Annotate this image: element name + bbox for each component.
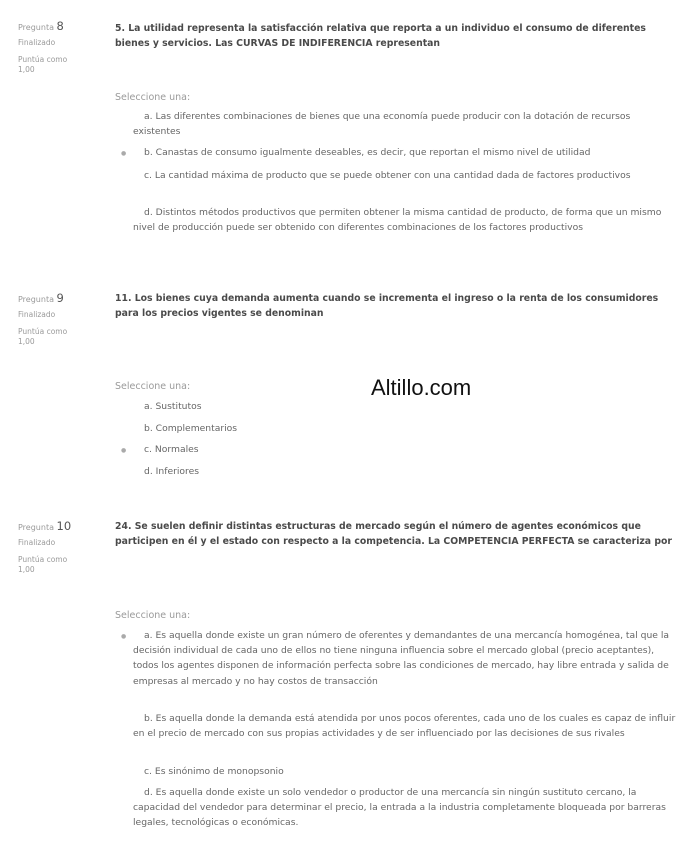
option-b[interactable]: b. Canastas de consumo igualmente deseables, es decir, que reportan el mismo nivel de utilidad [144,147,591,158]
selected-marker-icon: ● [121,447,127,454]
question-number: 8 [56,19,64,33]
question-info [18,290,98,347]
option-d[interactable]: d. Es aquella donde existe un solo vendedor o productor de una mercancía sin ningún sustituto cercano, la capacidad del vendedor para determinar el precio, la entrada a la industria completamente bloqueada por barreras legales, tecnológicas o económicas. [133,787,666,829]
question-info [18,18,98,75]
question-text: 5. La utilidad representa la satisfacción relativa que reporta a un individuo el consumo de diferentes bienes y servicios. Las CURVAS DE INDIFERENCIA representan [115,23,646,49]
question-label [18,18,98,35]
question-text: 11. Los bienes cuya demanda aumenta cuando se incrementa el ingreso o la renta de los consumidores para los precios vigentes se denominan [115,293,659,319]
selected-marker-icon: ● [121,150,127,157]
question-number: 10 [56,519,72,533]
question-state: Finalizado [18,38,56,48]
question-score: Puntúa como 1,00 [18,54,68,74]
question-state: Finalizado [18,310,56,320]
selected-marker-icon: ● [121,633,127,640]
question-label [18,518,98,535]
option-d[interactable]: d. Inferiores [144,466,200,477]
select-prompt: Seleccione una: [115,610,191,621]
question-label-text: Pregunta [18,295,54,304]
question-text: 24. Se suelen definir distintas estructuras de mercado según el número de agentes económicos que participen en él y el estado con respecto a la competencia. La COMPETENCIA PERFECTA se caracteriza por [115,521,672,547]
option-a[interactable]: a. Sustitutos [144,401,202,412]
question-state: Finalizado [18,538,56,548]
option-b[interactable]: b. Complementarios [144,423,238,434]
option-b[interactable]: b. Es aquella donde la demanda está atendida por unos pocos oferentes, cada uno de los cuales es capaz de influir en el precio de mercado con sus propias actividades y de ser influenciado por las decisiones de sus rivales [133,713,676,740]
select-prompt: Seleccione una: [115,381,191,392]
option-c[interactable]: c. Es sinónimo de monopsonio [144,766,284,777]
question-score: Puntúa como 1,00 [18,554,68,574]
question-info [18,518,98,575]
select-prompt: Seleccione una: [115,92,191,103]
question-label-text: Pregunta [18,523,54,532]
option-c[interactable]: c. Normales [144,444,199,455]
option-a[interactable]: a. Es aquella donde existe un gran número de oferentes y demandantes de una mercancía homogénea, tal que la decisión individual de cada uno de ellos no tiene ninguna influencia sobre el mercado global (precio aceptantes), todos los agentes disponen de información perfecta sobre las condiciones de mercado, hay libre entrada y salida de empresas al mercado y no hay costos de transacción [133,630,670,687]
question-score: Puntúa como 1,00 [18,326,68,346]
option-a[interactable]: a. Las diferentes combinaciones de bienes que una economía puede producir con la dotación de recursos existentes [133,111,631,138]
question-number: 9 [56,291,64,305]
question-label-text: Pregunta [18,23,54,32]
option-d[interactable]: d. Distintos métodos productivos que permiten obtener la misma cantidad de producto, de forma que un mismo nivel de producción puede ser obtenido con diferentes combinaciones de los factores productivos [133,207,662,234]
watermark-text: Altillo.com [371,375,472,400]
question-label [18,290,98,307]
option-c[interactable]: c. La cantidad máxima de producto que se puede obtener con una cantidad dada de factores productivos [144,170,631,181]
